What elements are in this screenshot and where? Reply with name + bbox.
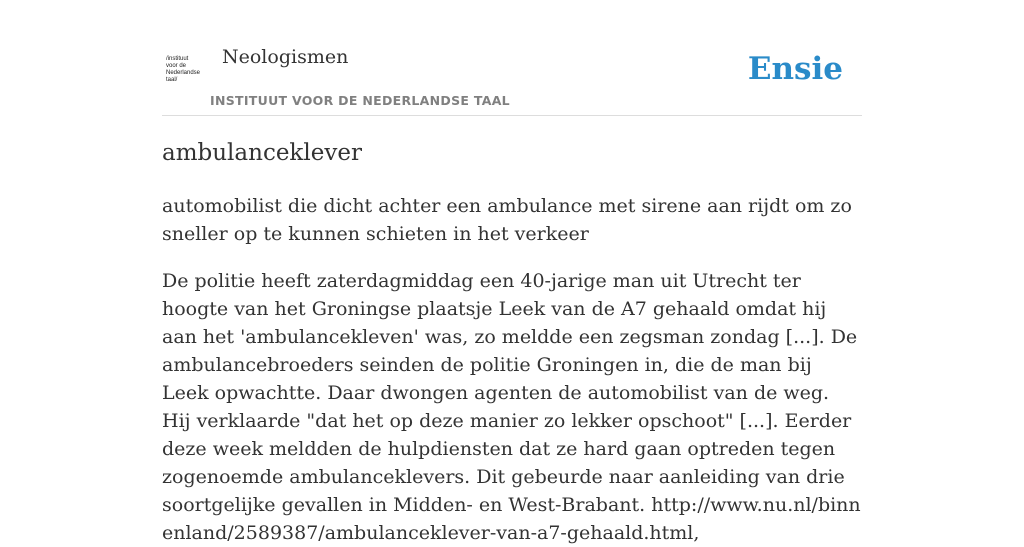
institute-logo[interactable] (166, 56, 206, 90)
example-text: De politie heeft zaterdagmiddag een 40-jarige man uit Utrecht ter hoogte van het Groningse plaatsje Leek van de A7 gehaald omdat hij aan het 'ambulancekleven' was, zo meldde een zegsman zondag [...]. De ambulancebroeders seinden de politie Groningen in, die de man bij Leek opwachtte. Daar dwongen agenten de automobilist van de weg. Hij verklaarde "dat het op deze manier zo lekker opschoot" [...]. Eerder deze week meldden de hulpdiensten dat ze hard gaan optreden tegen zogenoemde ambulanceklevers. Dit gebeurde naar aanleiding van drie soortgelijke gevallen in Midden- en West-Brabant. (162, 270, 858, 516)
site-header (162, 40, 862, 116)
logo-line: Nederlandse (166, 70, 201, 76)
logo-line: voor de (166, 63, 187, 69)
example-source-link[interactable]: http://www.nu.nl/binnenland/2589387/ambulanceklever-van-a7-gehaald.html, (162, 494, 861, 544)
logo-line: taal/ (166, 77, 178, 83)
entry-example (162, 267, 862, 547)
organization-name: INSTITUUT VOOR DE NEDERLANDSE TAAL (210, 93, 510, 108)
entry-definition: automobilist die dicht achter een ambulance met sirene aan rijdt om zo sneller op te kunnen schieten in het verkeer (162, 195, 852, 245)
entry-headword: ambulanceklever (162, 140, 362, 166)
site-title[interactable]: Neologismen (222, 46, 349, 68)
brand-logo[interactable]: Ensie (747, 51, 843, 87)
logo-line: /instituut (166, 56, 189, 62)
